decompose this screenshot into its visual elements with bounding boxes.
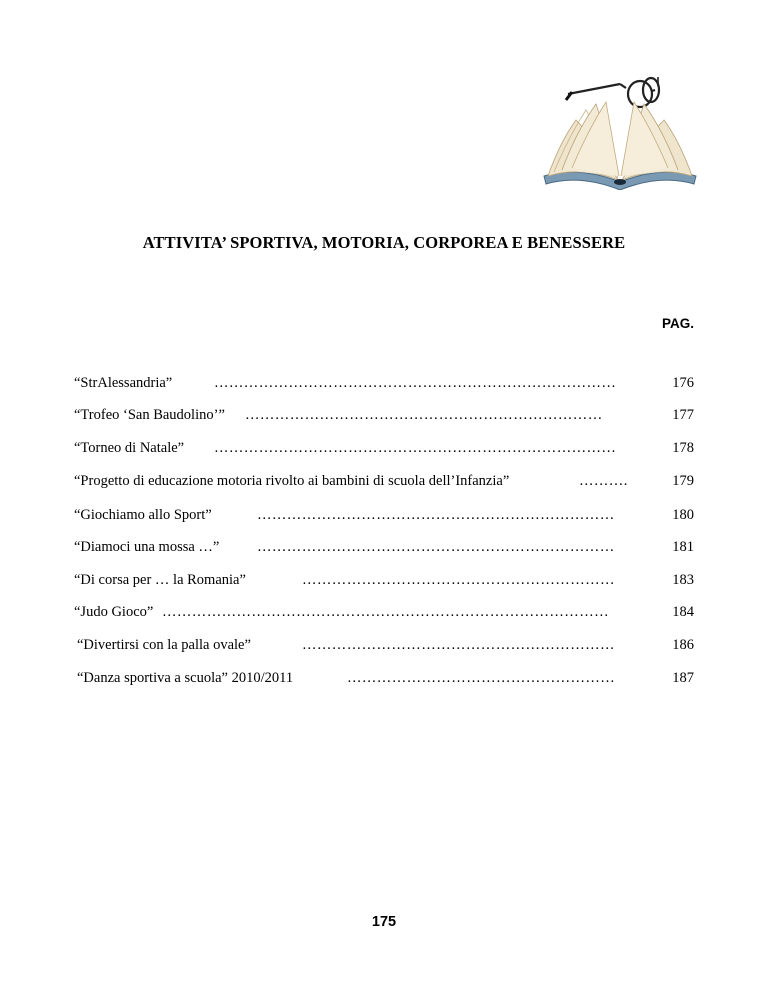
toc-entry-leader: ……………………………………………………………………… <box>214 440 617 456</box>
toc-entry-page: 181 <box>672 539 694 555</box>
toc-entry-leader: ………. <box>579 473 628 489</box>
toc-entry-label: “Progetto di educazione motoria rivolto ai bambini di scuola dell’Infanzia” <box>74 473 510 489</box>
toc-entry-leader: ……………………………………………… <box>347 670 616 686</box>
toc-entry-page: 186 <box>672 637 694 653</box>
section-title: ATTIVITA’ SPORTIVA, MOTORIA, CORPOREA E BENESSERE <box>142 233 626 252</box>
toc-entry-label: “Diamoci una mossa …” <box>74 539 220 555</box>
toc-entry-label: “Judo Gioco” <box>74 604 154 620</box>
toc-entry-page: 176 <box>672 375 694 391</box>
toc-entry-page: 187 <box>672 670 694 686</box>
toc-entry-label: “Divertirsi con la palla ovale” <box>77 637 251 653</box>
toc-entry-page: 180 <box>672 507 694 523</box>
page-number: 175 <box>371 914 397 930</box>
toc-entry-label: “Trofeo ‘San Baudolino’” <box>74 407 225 423</box>
toc-entry-page: 179 <box>672 473 694 489</box>
toc-entry-leader: ……………………………………………………………… <box>257 539 615 555</box>
toc-entry-label: “Danza sportiva a scuola” 2010/2011 <box>77 670 294 686</box>
toc-entry-page: 183 <box>672 572 694 588</box>
open-book-with-glasses-icon <box>540 72 700 190</box>
toc-entry-leader: ……………………………………………………… <box>302 572 615 588</box>
toc-entry-label: “Di corsa per … la Romania” <box>74 572 246 588</box>
toc-entry-page: 177 <box>672 407 694 423</box>
toc-entry-leader: ……………………………………………………… <box>302 637 615 653</box>
toc-entry-label: “StrAlessandria” <box>74 375 173 391</box>
toc-entry-label: “Giochiamo allo Sport” <box>74 507 212 523</box>
toc-entry-leader: ……………………………………………………………… <box>257 507 615 523</box>
page-column-header: PAG. <box>661 316 694 331</box>
toc-entry-leader: ……………………………………………………………………………… <box>162 604 609 620</box>
toc-entry-leader: ……………………………………………………………… <box>245 407 603 423</box>
toc-entry-leader: ……………………………………………………………………… <box>214 375 617 391</box>
toc-entry-page: 184 <box>672 604 694 620</box>
toc-entry-page: 178 <box>672 440 694 456</box>
toc-entry-label: “Torneo di Natale” <box>74 440 185 456</box>
